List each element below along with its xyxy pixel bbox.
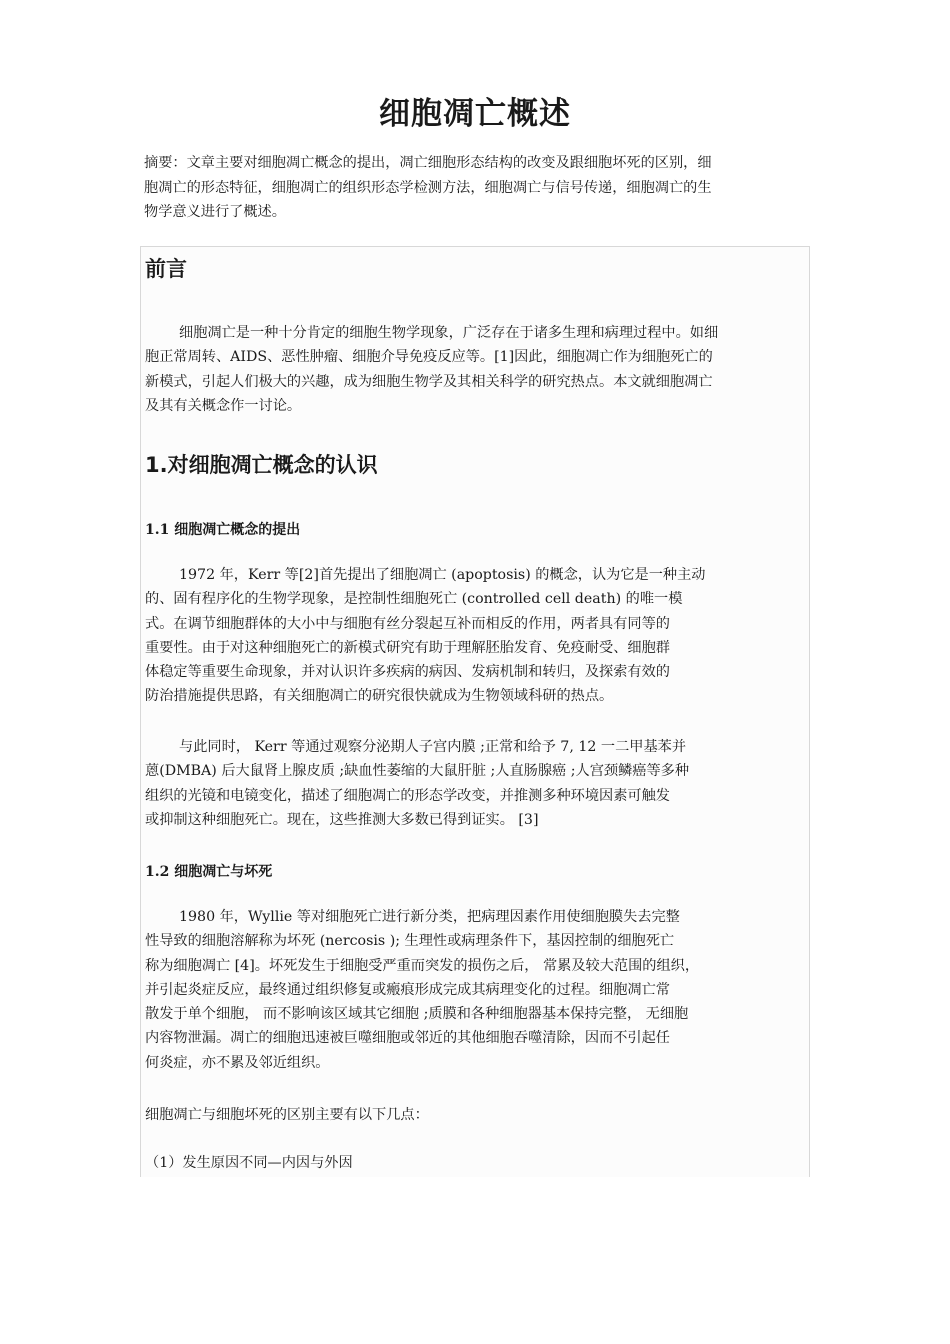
- text-line: 细胞凋亡与细胞坏死的区别主要有以下几点：: [145, 1107, 429, 1123]
- text-line: 新模式，引起人们极大的兴趣，成为细胞生物学及其相关科学的研究热点。本文就细胞凋亡: [145, 373, 713, 390]
- text-line: 式。在调节细胞群体的大小中与细胞有丝分裂起互补而相反的作用，两者具有同等的: [145, 615, 670, 632]
- text-line: 与此同时， Kerr 等通过观察分泌期人子宫内膜 ;正常和给予 7, 12 一二甲基苯并: [179, 739, 687, 755]
- section-1-1-heading: 1.1 细胞凋亡概念的提出: [145, 522, 301, 538]
- text-line: 或抑制这种细胞死亡。现在，这些推测大多数已得到证实。 [3]: [145, 811, 539, 828]
- text-line: 的、固有程序化的生物学现象，是控制性细胞死亡 (controlled cell death) 的唯一模: [145, 591, 683, 608]
- section-1-heading: 1.对细胞凋亡概念的认识: [145, 453, 378, 477]
- abstract-line: 胞凋亡的形态特征，细胞凋亡的组织形态学检测方法，细胞凋亡与信号传递，细胞凋亡的生: [144, 179, 712, 196]
- text-line: 及其有关概念作一讨论。: [145, 397, 302, 414]
- text-line: 蒽(DMBA) 后大鼠肾上腺皮质 ;缺血性萎缩的大鼠肝脏 ;人直肠腺癌 ;人宫颈鳞癌等多种: [145, 763, 690, 780]
- section-1-1-paragraph-2: [145, 735, 807, 832]
- difference-item-1: [145, 1151, 807, 1175]
- text-line: 细胞凋亡是一种十分肯定的细胞生物学现象，广泛存在于诸多生理和病理过程中。如细: [179, 325, 719, 341]
- preface-paragraph: [145, 321, 807, 418]
- text-line: 何炎症，亦不累及邻近组织。: [145, 1054, 330, 1071]
- text-line: 防治措施提供思路，有关细胞凋亡的研究很快就成为生物领域科研的热点。: [145, 688, 614, 705]
- text-line: （1）发生原因不同—内因与外因: [145, 1155, 353, 1171]
- text-line: 并引起炎症反应，最终通过组织修复或瘢痕形成完成其病理变化的过程。细胞凋亡常: [145, 981, 670, 998]
- page-title: 细胞凋亡概述: [379, 96, 571, 132]
- text-line: 内容物泄漏。凋亡的细胞迅速被巨噬细胞或邻近的其他细胞吞噬清除，因而不引起任: [145, 1030, 670, 1047]
- text-line: 重要性。由于对这种细胞死亡的新模式研究有助于理解胚胎发育、免疫耐受、细胞群: [145, 639, 670, 656]
- preface-heading: 前言: [145, 257, 187, 281]
- text-line: 组织的光镜和电镜变化，描述了细胞凋亡的形态学改变，并推测多种环境因素可触发: [145, 787, 670, 804]
- text-line: 1980 年，Wyllie 等对细胞死亡进行新分类，把病理因素作用使细胞膜失去完整: [179, 909, 680, 925]
- abstract-line: 摘要：文章主要对细胞凋亡概念的提出，凋亡细胞形态结构的改变及跟细胞坏死的区别，细: [144, 155, 712, 171]
- text-line: 散发于单个细胞， 而不影响该区域其它细胞 ;质膜和各种细胞器基本保持完整， 无细胞: [145, 1006, 689, 1023]
- section-1-1-paragraph-1: [145, 563, 807, 709]
- content-panel: [140, 246, 810, 1177]
- text-line: 称为细胞凋亡 [4]。坏死发生于细胞受严重而突发的损伤之后， 常累及较大范围的组织，: [145, 957, 700, 974]
- section-1-2-heading: 1.2 细胞凋亡与坏死: [145, 864, 273, 880]
- abstract-line: 物学意义进行了概述。: [144, 204, 286, 220]
- text-line: 体稳定等重要生命现象，并对认识许多疾病的病因、发病机制和转归，及探索有效的: [145, 664, 670, 681]
- text-line: 1972 年，Kerr 等[2]首先提出了细胞凋亡 (apoptosis) 的概念，认为它是一种主动: [179, 567, 706, 583]
- text-line: 胞正常周转、AIDS、恶性肿瘤、细胞介导免疫反应等。[1]因此，细胞凋亡作为细胞死亡的: [145, 349, 713, 366]
- text-line: 性导致的细胞溶解称为坏死 (nercosis ); 生理性或病理条件下，基因控制的细胞死亡: [145, 933, 675, 950]
- difference-intro: [145, 1103, 807, 1127]
- section-1-2-paragraph-1: [145, 905, 807, 1075]
- abstract: [144, 151, 812, 225]
